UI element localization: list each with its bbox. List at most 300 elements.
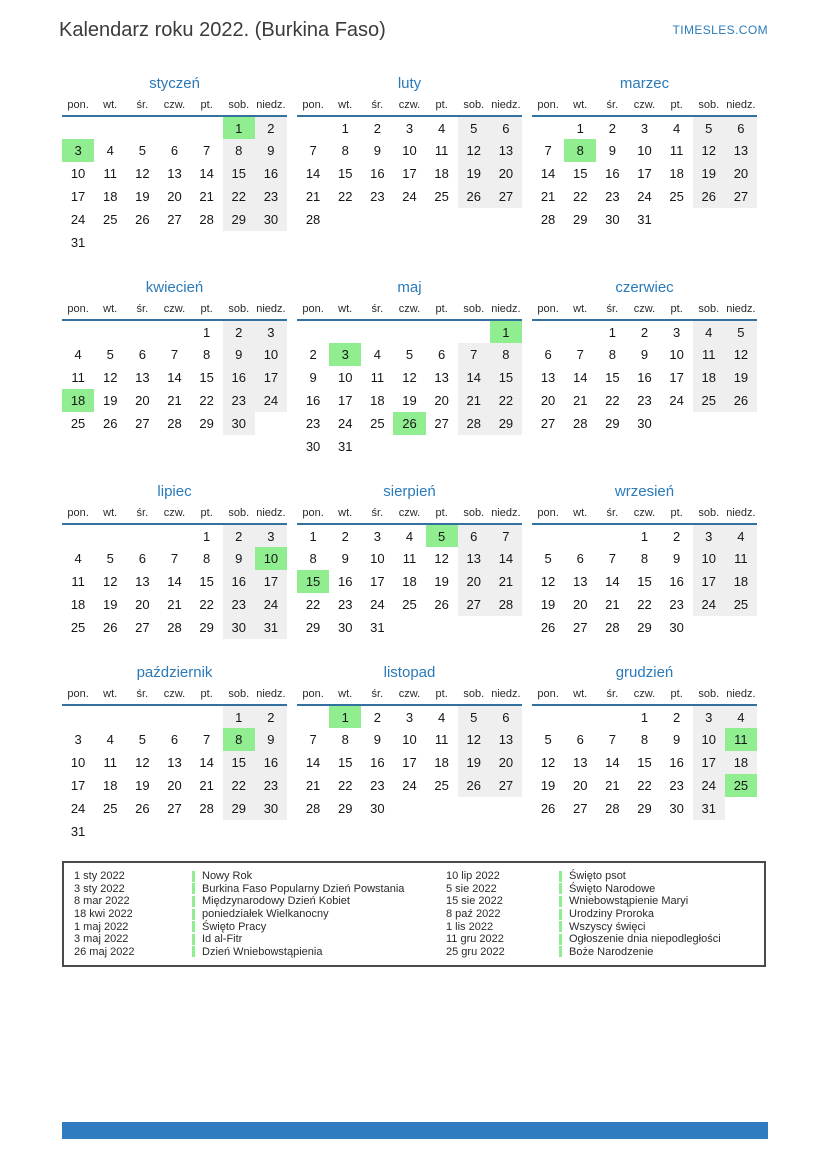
week-row [532,185,757,208]
weekday-header: czw. [158,303,190,320]
day-cell: 28 [540,212,556,227]
day-cell: 28 [572,416,588,431]
day-cell: 19 [434,574,449,589]
day-cell: 8 [640,551,649,566]
day-cell: 23 [305,416,321,431]
day-cell: 7 [170,347,179,362]
weekend-day-cell: 28 [490,593,522,616]
week-row [62,116,287,139]
day-cell: 27 [167,801,182,816]
day-cell: 23 [337,597,353,612]
month-table [532,688,757,820]
day-cell: 12 [102,574,118,589]
weekend-day-cell: 10 [693,547,725,570]
day-cell [223,231,255,254]
day-cell: 16 [669,755,684,770]
weekend-day-cell: 8 [223,139,255,162]
month-wrzesień [532,482,757,639]
week-row [62,593,287,616]
weekend-day-cell: 30 [255,797,287,820]
weekend-day-cell: 9 [223,343,255,366]
day-cell: 20 [572,778,588,793]
legend-entry [446,870,758,883]
day-cell [191,116,223,139]
site-link[interactable]: TIMESLES.COM [672,23,768,37]
day-cell: 8 [309,551,317,566]
day-cell [158,705,190,728]
weekday-header: pon. [297,688,329,705]
weekday-header: niedz. [255,99,287,116]
day-cell: 1 [640,528,649,544]
day-cell: 9 [640,347,649,362]
day-cell [94,231,126,254]
day-cell [158,320,190,343]
weekday-header: śr. [361,303,393,320]
week-row [297,162,522,185]
weekend-day-cell: 9 [223,547,255,570]
weekend-day-cell: 16 [255,162,287,185]
day-cell: 21 [305,778,321,793]
day-cell: 19 [102,393,118,408]
week-row [532,208,757,231]
weekday-header: wt. [94,507,126,524]
day-cell [158,524,190,547]
page-header [0,0,827,46]
month-title[interactable]: wrzesień [614,483,675,500]
day-cell: 4 [438,120,446,136]
weekday-header: pt. [191,99,223,116]
weekend-day-cell: 7 [458,343,490,366]
month-table [62,507,287,639]
month-title[interactable]: luty [397,75,422,92]
weekday-header: pt. [661,303,693,320]
day-cell: 23 [370,778,385,793]
day-cell: 20 [572,597,588,612]
weekday-header: niedz. [725,303,757,320]
day-cell: 13 [572,574,588,589]
day-cell: 8 [203,347,211,362]
day-cell: 15 [199,370,214,385]
week-row [62,320,287,343]
weekend-day-cell: 9 [255,139,287,162]
weekend-day-cell: 4 [693,320,725,343]
day-cell [94,320,126,343]
day-cell: 24 [370,597,385,612]
day-cell [725,616,757,639]
day-cell [458,320,490,343]
month-title[interactable]: styczeń [149,75,200,92]
day-cell: 14 [605,574,620,589]
legend-holiday-name: poniedziałek Wielkanocny [202,908,329,921]
weekday-header: czw. [628,303,660,320]
weekday-header: czw. [393,303,425,320]
day-cell: 19 [135,778,150,793]
weekday-header: śr. [126,688,158,705]
weekend-day-cell: 13 [490,728,522,751]
day-cell: 5 [544,551,552,566]
day-cell: 7 [544,143,552,158]
month-table [297,303,522,458]
week-row [297,208,522,231]
weekend-day-cell: 3 [693,524,725,547]
weekday-header: wt. [329,507,361,524]
weekend-day-cell: 13 [490,139,522,162]
weekday-header: pt. [426,507,458,524]
day-cell: 18 [370,393,385,408]
day-cell [458,208,490,231]
day-cell: 18 [434,755,449,770]
weekday-header: pon. [62,688,94,705]
weekend-day-cell: 14 [458,366,490,389]
week-row [532,389,757,412]
day-cell: 25 [370,416,385,431]
day-cell: 2 [640,324,649,340]
day-cell: 28 [167,416,182,431]
weekday-header: sob. [223,688,255,705]
holiday-day-cell: 11 [725,728,757,751]
day-cell [725,797,757,820]
weekend-day-cell: 25 [725,593,757,616]
legend-entry [446,946,758,959]
month-title[interactable]: kwiecień [145,279,204,296]
week-row [297,547,522,570]
holiday-day-cell: 1 [490,320,522,343]
weekend-day-cell: 31 [255,616,287,639]
day-cell [393,435,425,458]
weekday-header: czw. [158,99,190,116]
legend-entry [74,883,446,896]
day-cell: 2 [373,709,381,725]
day-cell: 12 [135,755,150,770]
week-row [62,185,287,208]
day-cell: 29 [572,212,588,227]
week-row [62,343,287,366]
weekday-header: pon. [62,99,94,116]
day-cell: 7 [203,732,211,747]
day-cell: 18 [102,778,118,793]
week-row [297,343,522,366]
day-cell [191,705,223,728]
day-cell: 17 [669,370,684,385]
weekend-day-cell: 22 [490,389,522,412]
weekend-day-cell: 19 [725,366,757,389]
weekend-day-cell: 27 [490,185,522,208]
weekday-header: czw. [628,507,660,524]
day-cell: 12 [135,166,150,181]
day-cell: 27 [540,416,556,431]
month-title[interactable]: czerwiec [615,279,674,296]
day-cell [596,705,628,728]
week-row [297,435,522,458]
day-cell [158,231,190,254]
day-cell: 14 [572,370,588,385]
holiday-day-cell: 3 [62,139,94,162]
holiday-day-cell: 8 [223,728,255,751]
day-cell: 13 [434,370,449,385]
holiday-marker-icon [192,871,195,882]
weekday-header: wt. [329,99,361,116]
day-cell: 2 [341,528,349,544]
weekday-header: śr. [596,507,628,524]
day-cell [564,524,596,547]
weekday-header: czw. [393,688,425,705]
day-cell: 14 [540,166,556,181]
weekend-day-cell: 3 [693,705,725,728]
week-row [532,751,757,774]
weekday-header: pt. [426,303,458,320]
day-cell: 17 [370,574,385,589]
day-cell: 27 [434,416,449,431]
day-cell: 30 [669,801,684,816]
day-cell [297,320,329,343]
day-cell: 3 [640,120,649,136]
day-cell: 19 [540,778,556,793]
day-cell: 4 [373,347,381,362]
day-cell: 26 [540,620,556,635]
day-cell [94,705,126,728]
weekend-day-cell: 9 [255,728,287,751]
holiday-marker-icon [559,896,562,907]
month-title[interactable]: lipiec [157,483,192,500]
day-cell: 6 [438,347,446,362]
day-cell: 30 [305,439,321,454]
holiday-marker-icon [559,883,562,894]
day-cell [426,435,458,458]
day-cell: 28 [167,620,182,635]
holiday-day-cell: 15 [297,570,329,593]
week-row [62,547,287,570]
holiday-day-cell: 8 [564,139,596,162]
day-cell: 5 [138,732,146,747]
day-cell: 24 [637,189,652,204]
day-cell: 10 [337,370,353,385]
day-cell: 21 [540,189,556,204]
weekend-day-cell: 8 [490,343,522,366]
day-cell [126,231,158,254]
weekday-header: wt. [564,99,596,116]
day-cell: 6 [138,551,146,566]
month-sierpień [297,482,522,639]
legend-holiday-name: Święto Narodowe [569,882,656,895]
weekend-day-cell: 12 [725,343,757,366]
day-cell: 20 [135,597,150,612]
legend-holiday-name: Święto Pracy [202,920,267,933]
day-cell: 19 [135,189,150,204]
day-cell: 24 [70,212,86,227]
day-cell: 2 [673,709,681,725]
weekend-day-cell: 28 [458,412,490,435]
month-title[interactable]: maj [397,279,422,296]
day-cell: 26 [434,597,449,612]
day-cell: 10 [669,347,684,362]
day-cell [361,208,393,231]
day-cell [564,705,596,728]
day-cell: 8 [608,347,616,362]
day-cell [393,616,425,639]
day-cell: 2 [673,528,681,544]
weekday-header: niedz. [255,303,287,320]
week-row [297,524,522,547]
month-title[interactable]: listopad [383,664,436,681]
month-table [62,688,287,843]
day-cell: 23 [669,778,684,793]
day-cell: 10 [637,143,652,158]
week-row [297,389,522,412]
day-cell [693,412,725,435]
month-title[interactable]: marzec [619,75,670,92]
legend-entry [446,883,758,896]
weekday-header: sob. [693,303,725,320]
week-row [62,705,287,728]
day-cell: 29 [637,801,652,816]
legend-date: 5 sie 2022 [446,882,497,895]
day-cell [94,820,126,843]
day-cell: 28 [605,620,620,635]
weekday-header: wt. [94,303,126,320]
week-row [297,705,522,728]
day-cell: 3 [74,732,82,747]
legend-entry [446,920,758,933]
holiday-marker-icon [192,934,195,945]
weekday-header: śr. [361,99,393,116]
month-title[interactable]: sierpień [383,483,436,500]
day-cell: 14 [305,166,321,181]
weekday-header: pt. [191,507,223,524]
day-cell: 4 [438,709,446,725]
day-cell: 25 [70,416,86,431]
weekend-day-cell: 26 [458,774,490,797]
legend-holiday-name: Boże Narodzenie [569,945,654,958]
day-cell: 12 [434,551,449,566]
day-cell: 28 [305,801,321,816]
day-cell [693,208,725,231]
weekend-day-cell: 23 [223,389,255,412]
day-cell: 15 [199,574,214,589]
day-cell [426,616,458,639]
weekend-day-cell: 10 [255,343,287,366]
day-cell: 12 [540,574,556,589]
day-cell: 24 [402,189,417,204]
weekend-day-cell: 23 [223,593,255,616]
month-table [297,507,522,639]
weekend-day-cell: 3 [255,320,287,343]
weekend-day-cell: 21 [490,570,522,593]
day-cell [158,116,190,139]
month-grudzień [532,663,757,843]
day-cell: 3 [673,324,681,340]
weekend-day-cell: 4 [725,524,757,547]
legend-holiday-name: Święto psot [569,870,626,883]
day-cell [255,820,287,843]
day-cell: 12 [102,370,118,385]
legend-date: 8 mar 2022 [74,895,130,908]
week-row [532,524,757,547]
month-marzec [532,74,757,254]
day-cell: 25 [70,620,86,635]
holiday-marker-icon [192,896,195,907]
day-cell [393,320,425,343]
day-cell [426,797,458,820]
month-title[interactable]: październik [136,664,213,681]
day-cell: 18 [70,597,86,612]
day-cell [532,524,564,547]
day-cell: 3 [405,120,414,136]
day-cell [255,231,287,254]
day-cell [725,208,757,231]
weekday-header: wt. [94,688,126,705]
day-cell: 22 [605,393,620,408]
day-cell: 6 [544,347,552,362]
holiday-marker-icon [559,921,562,932]
day-cell: 29 [199,620,214,635]
weekend-day-cell: 17 [693,570,725,593]
day-cell: 24 [337,416,353,431]
day-cell: 11 [71,574,85,589]
week-row [532,412,757,435]
day-cell: 16 [370,755,385,770]
weekend-day-cell: 24 [255,593,287,616]
weekday-header: wt. [564,688,596,705]
weekday-header: pon. [532,507,564,524]
weekday-header: niedz. [490,507,522,524]
day-cell: 15 [337,166,353,181]
day-cell: 16 [305,393,321,408]
holiday-marker-icon [192,909,195,920]
day-cell: 20 [135,393,150,408]
weekday-header: wt. [564,303,596,320]
month-title[interactable]: grudzień [615,664,674,681]
weekend-day-cell: 30 [223,412,255,435]
week-row [532,343,757,366]
weekend-day-cell: 20 [725,162,757,185]
day-cell: 27 [572,620,588,635]
day-cell: 22 [337,189,353,204]
day-cell: 3 [405,709,414,725]
day-cell: 17 [337,393,353,408]
day-cell: 19 [540,597,556,612]
weekend-day-cell: 22 [223,774,255,797]
day-cell: 7 [170,551,179,566]
day-cell: 16 [605,166,620,181]
day-cell: 21 [167,597,182,612]
week-row [62,797,287,820]
weekday-header: czw. [628,688,660,705]
day-cell [693,616,725,639]
weekend-day-cell: 30 [255,208,287,231]
day-cell: 28 [305,212,321,227]
week-row [62,616,287,639]
month-table [532,507,757,639]
day-cell: 7 [608,551,616,566]
day-cell: 28 [199,212,214,227]
weekday-header: niedz. [255,507,287,524]
legend-entry [74,870,446,883]
day-cell: 5 [138,143,146,158]
weekday-header: sob. [693,688,725,705]
legend-holiday-name: Burkina Faso Popularny Dzień Powstania [202,882,405,895]
weekday-header: czw. [393,507,425,524]
weekday-header: wt. [329,688,361,705]
day-cell: 14 [199,166,214,181]
weekend-day-cell: 23 [255,774,287,797]
day-cell [329,320,361,343]
day-cell: 13 [572,755,588,770]
weekday-header: pt. [661,507,693,524]
weekday-header: sob. [223,507,255,524]
legend-grid [74,870,758,958]
day-cell: 15 [572,166,588,181]
day-cell: 11 [402,551,417,566]
